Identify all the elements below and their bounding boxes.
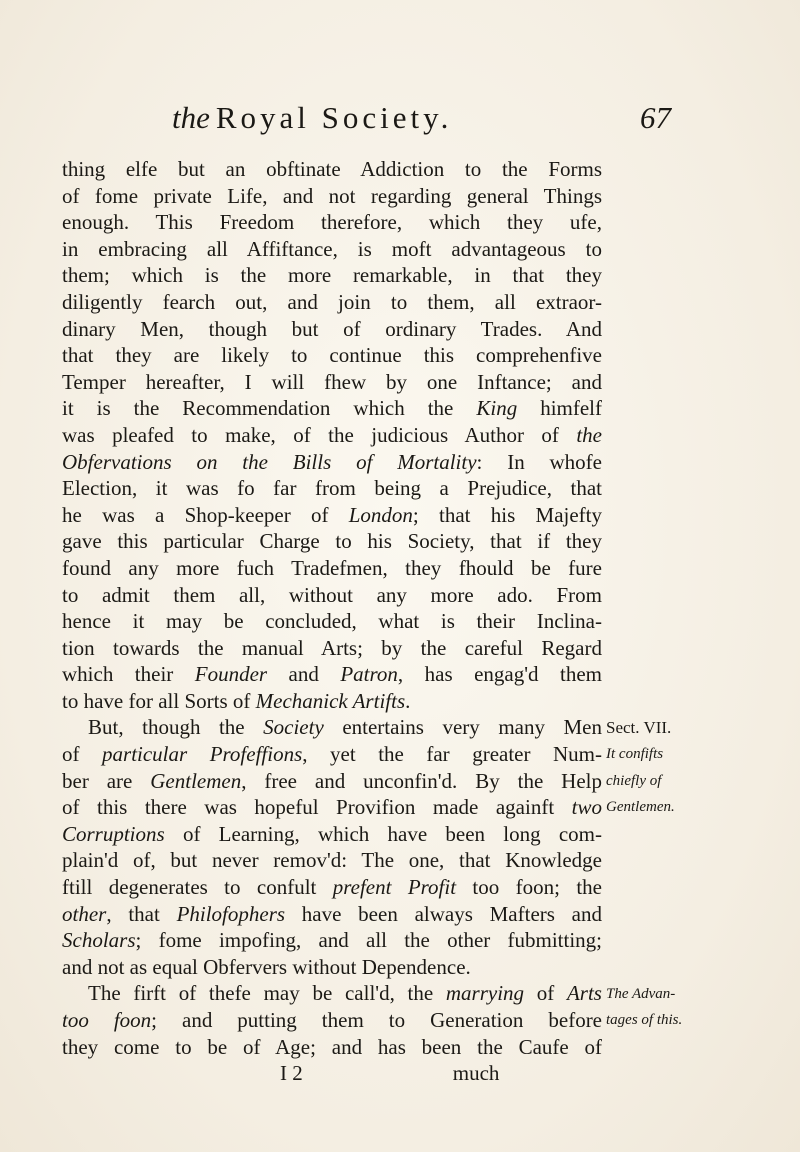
text-line [62, 209, 602, 236]
italic-text: Philofophers [176, 901, 286, 926]
text-line [62, 688, 602, 715]
text-line [62, 369, 602, 396]
line-text: he was a Shop-keeper of [62, 502, 349, 527]
line-text: ftill degenerates to confult [62, 875, 333, 900]
italic-text: Scholars [62, 928, 136, 953]
line-text: But, though the [88, 715, 264, 740]
italic-text: Mechanick Artifts [255, 688, 406, 713]
line-text: ; fome impofing, and all the other fubmitting; [135, 928, 602, 953]
italic-text: particular Profeffions [102, 742, 303, 767]
line-text: , has engag'd them [397, 662, 602, 687]
line-text: diligently fearch out, and join to them, all extraor- [62, 289, 602, 314]
italic-text: London [348, 502, 413, 527]
line-text: Temper hereafter, I will fhew by one Inftance; and [62, 369, 602, 394]
line-text: and [267, 662, 341, 687]
line-text: , free and unconfin'd. By the Help [241, 768, 602, 793]
text-line [62, 422, 602, 449]
italic-text: too foon [62, 1008, 152, 1032]
text-line [62, 874, 602, 901]
text-line [62, 289, 602, 316]
italic-text: prefent Profit [332, 875, 457, 900]
running-title-the: the [172, 100, 210, 135]
text-line [62, 262, 602, 289]
text-line [62, 582, 602, 609]
text-line [62, 395, 602, 422]
line-text: too foon; the [456, 875, 602, 900]
italic-text: Patron [340, 662, 398, 687]
text-line [62, 635, 602, 662]
italic-text: other [62, 901, 107, 926]
text-line [62, 741, 602, 768]
line-text: them; which is the more remarkable, in that they [62, 263, 602, 288]
italic-text: Founder [194, 662, 268, 687]
line-text: entertains very many Men [323, 715, 602, 740]
text-line [62, 954, 602, 981]
margin-note-line: It confifts [606, 746, 664, 763]
body-text [62, 156, 602, 1087]
line-text: to admit them all, without any more ado. From [62, 582, 602, 607]
line-text: enough. This Freedom therefore, which they ufe, [62, 210, 602, 235]
text-line [62, 927, 602, 954]
line-text: of this there was hopeful Provifion made againft [62, 795, 572, 820]
line-text: found any more fuch Tradefmen, they fhould be fure [62, 555, 602, 580]
text-line [62, 502, 602, 529]
line-text: in embracing all Affiftance, is moft advantageous to [62, 236, 602, 261]
line-text: have been always Mafters and [285, 901, 602, 926]
text-line [62, 475, 602, 502]
margin-note-line: Gentlemen. [606, 799, 675, 816]
running-head [0, 100, 800, 140]
italic-text: Arts [566, 981, 602, 1006]
line-text: Election, it was fo far from being a Prejudice, that [62, 476, 602, 501]
running-title [172, 100, 452, 136]
line-text: of fome private Life, and not regarding general Things [62, 183, 602, 208]
italic-text: King [476, 396, 518, 421]
line-text: of [524, 981, 567, 1006]
text-line [62, 449, 602, 476]
text-line [62, 901, 602, 928]
running-title-main: Royal Society. [215, 100, 453, 135]
text-line [62, 1007, 602, 1034]
italic-text: marrying [445, 981, 525, 1006]
line-text: : In whofe [476, 449, 602, 474]
line-text: to have for all Sorts of [62, 688, 256, 713]
text-line [62, 661, 602, 688]
page-number: 67 [640, 100, 671, 135]
italic-text: the [576, 422, 602, 447]
margin-note-line: chiefly of [606, 772, 662, 789]
italic-text: Gentlemen [150, 768, 242, 793]
text-line [62, 980, 602, 1007]
margin-note [602, 715, 752, 821]
line-text: The firft of thefe may be call'd, the [88, 981, 446, 1006]
text-line [62, 316, 602, 343]
text-line [62, 821, 602, 848]
line-text: was pleafed to make, of the judicious Author of [62, 422, 577, 447]
text-line [62, 555, 602, 582]
line-text: of Learning, which have been long com- [164, 821, 602, 846]
text-line [62, 768, 602, 795]
italic-text: Corruptions [62, 821, 165, 846]
text-line [62, 156, 602, 183]
text-line [62, 608, 602, 635]
line-text: ber are [62, 768, 151, 793]
text-line [62, 342, 602, 369]
text-line [62, 183, 602, 210]
line-text: tion towards the manual Arts; by the careful Regard [62, 635, 602, 660]
line-text: thing elfe but an obftinate Addiction to the Forms [62, 157, 602, 181]
margin-note-line: Sect. VII. [606, 717, 672, 737]
line-text: , yet the far greater Num- [302, 742, 602, 767]
line-text: which their [62, 662, 195, 687]
italic-text: Obfervations on the Bills of Mortality [62, 449, 477, 474]
signature-mark: I 2 [280, 1061, 303, 1086]
line-text: , that [106, 901, 177, 926]
italic-text: Society [263, 715, 324, 740]
line-text: plain'd of, but never remov'd: The one, that Knowledge [62, 848, 602, 873]
signature-line [62, 1060, 602, 1087]
margin-note-line: tages of this. [606, 1012, 683, 1029]
margin-note-line: The Advan- [606, 985, 676, 1002]
line-text: hence it may be concluded, what is their Inclina- [62, 609, 602, 634]
line-text: gave this particular Charge to his Society, that if they [62, 529, 602, 554]
text-line [62, 1034, 602, 1061]
text-line [62, 528, 602, 555]
line-text: it is the Recommendation which the [62, 396, 477, 421]
line-text: himfelf [517, 396, 603, 421]
catchword: much [452, 1061, 500, 1086]
line-text: that they are likely to continue this comprehenfive [62, 343, 602, 368]
margin-note [602, 981, 752, 1034]
text-line [62, 794, 602, 821]
line-text: and not as equal Obfervers without Dependence. [62, 954, 471, 979]
line-text: . [405, 688, 411, 713]
line-text: dinary Men, though but of ordinary Trades. And [62, 316, 602, 341]
text-line [62, 714, 602, 741]
italic-text: two [571, 795, 602, 820]
text-line [62, 847, 602, 874]
text-line [62, 236, 602, 263]
line-text: ; and putting them to Generation before [151, 1008, 603, 1032]
line-text: of [62, 742, 103, 767]
line-text: they come to be of Age; and has been the Caufe of [62, 1034, 602, 1059]
line-text: ; that his Majefty [412, 502, 603, 527]
